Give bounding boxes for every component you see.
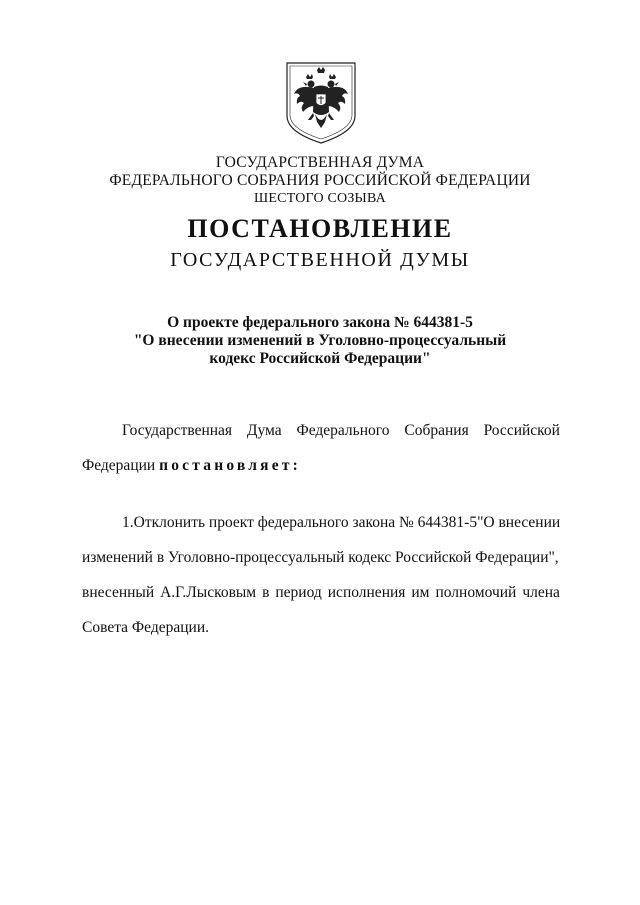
item1-word: период bbox=[275, 584, 322, 601]
convocation-line: ШЕСТОГО СОЗЫВА bbox=[254, 191, 386, 206]
item1-word: в bbox=[262, 584, 270, 601]
intro-paragraph-line-2 bbox=[82, 457, 560, 475]
item-number: 1. bbox=[122, 514, 134, 531]
org-name-line-2: ФЕДЕРАЛЬНОГО СОБРАНИЯ РОССИЙСКОЙ ФЕДЕРАЦИИ bbox=[109, 172, 531, 189]
item1-text: Отклонить проект федерального закона № 644381-5 bbox=[133, 514, 478, 531]
subject-line-1: О проекте федерального закона № 644381-5 bbox=[167, 314, 473, 331]
item1-word: внесенный bbox=[82, 584, 155, 601]
intro-word: Государственная bbox=[122, 422, 233, 439]
intro-paragraph-line-1 bbox=[122, 422, 560, 440]
subject-line-2: "О внесении изменений в Уголовно-процессуальный bbox=[133, 332, 507, 349]
item1-word: полномочий bbox=[435, 584, 517, 601]
document-type-title: ПОСТАНОВЛЕНИЕ bbox=[187, 214, 453, 243]
item1-line-4: Совета Федерации. bbox=[82, 619, 209, 636]
document-issuer-subtitle: ГОСУДАРСТВЕННОЙ ДУМЫ bbox=[170, 249, 470, 271]
item1-line-1 bbox=[122, 514, 560, 532]
item1-word: исполнения bbox=[327, 584, 406, 601]
intro-word: Дума bbox=[246, 422, 282, 439]
item1-line-2: изменений в Уголовно-процессуальный кодекс Российской Федерации", bbox=[82, 549, 559, 566]
resolves-verb: постановляет: bbox=[159, 457, 301, 474]
coat-of-arms-icon bbox=[284, 60, 358, 146]
item1-line-3 bbox=[82, 584, 560, 602]
item1-word: члена bbox=[522, 584, 560, 601]
org-name-line-1: ГОСУДАРСТВЕННАЯ ДУМА bbox=[215, 154, 425, 171]
intro-word: Российской bbox=[483, 422, 560, 439]
item1-word: А.Г.Лысковым bbox=[160, 584, 257, 601]
intro-word: Федерального bbox=[296, 422, 390, 439]
item1-text: "О внесении bbox=[477, 514, 561, 531]
subject-line-3: кодекс Российской Федерации" bbox=[209, 350, 431, 367]
intro-word: Федерации bbox=[82, 457, 156, 474]
item1-word: им bbox=[411, 584, 430, 601]
intro-word: Собрания bbox=[404, 422, 469, 439]
